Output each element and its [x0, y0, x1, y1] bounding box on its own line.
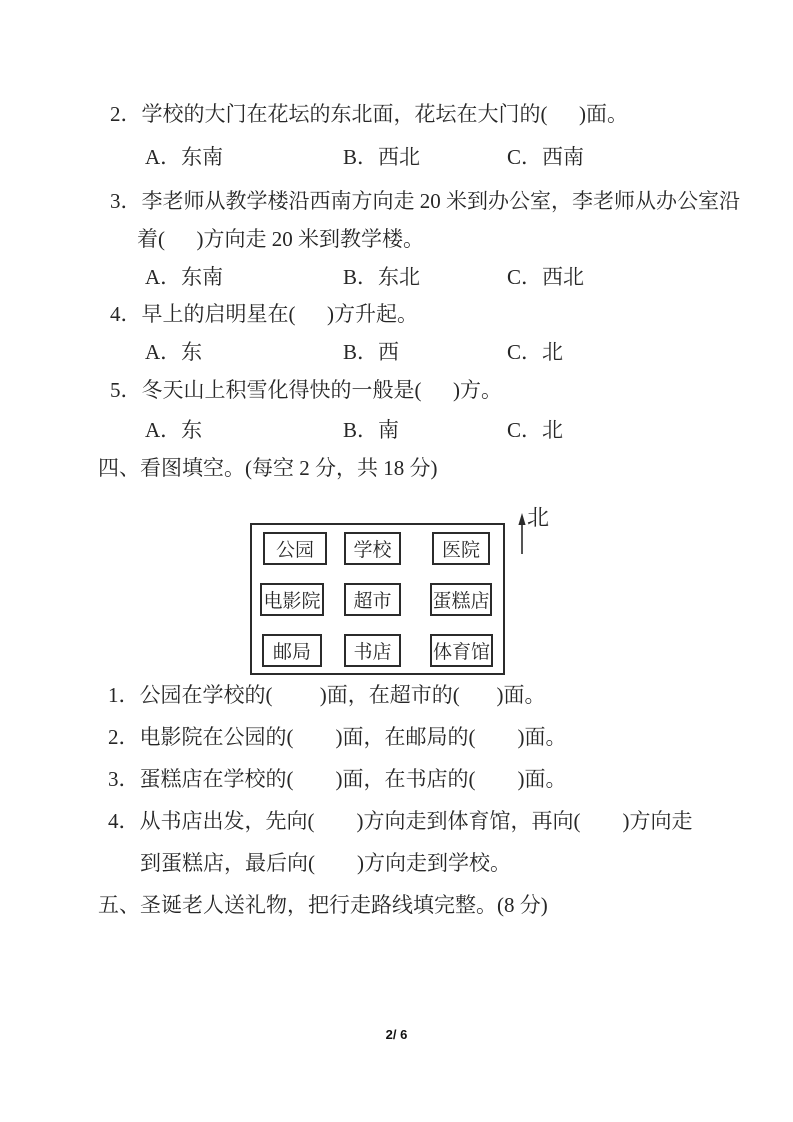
map-cell-park: 公园 [263, 532, 327, 565]
mc-q5-option-b: B．南 [343, 418, 400, 442]
mc-q4-option-a: A．东 [145, 340, 203, 364]
location-map-diagram [250, 523, 505, 675]
mc-question-3-stem-line1: 3．李老师从教学楼沿西南方向走 20 米到办公室，李老师从办公室沿 [110, 189, 740, 213]
fill-question-4-line2: 到蛋糕店，最后向( )方向走到学校。 [140, 851, 511, 875]
mc-question-3-options [0, 264, 793, 290]
mc-question-2-options [0, 144, 793, 170]
mc-q5-option-c: C．北 [507, 418, 564, 442]
fill-question-3: 3．蛋糕店在学校的( )面，在书店的( )面。 [108, 767, 567, 791]
mc-q5-option-a: A．东 [145, 418, 203, 442]
mc-q4-option-c: C．北 [507, 340, 564, 364]
mc-question-5-stem: 5．冬天山上积雪化得快的一般是( )方。 [110, 378, 502, 402]
map-cell-school: 学校 [344, 532, 401, 565]
mc-q2-option-a: A．东南 [145, 145, 224, 169]
mc-q3-option-c: C．西北 [507, 265, 585, 289]
mc-q3-option-a: A．东南 [145, 265, 224, 289]
map-cell-bookstore: 书店 [344, 634, 401, 667]
map-cell-hospital: 医院 [432, 532, 490, 565]
mc-question-4-options [0, 339, 793, 365]
map-cell-cake-shop: 蛋糕店 [430, 583, 492, 616]
map-cell-gym: 体育馆 [430, 634, 493, 667]
mc-question-4-stem: 4．早上的启明星在( )方升起。 [110, 302, 418, 326]
north-label: 北 [527, 505, 550, 530]
fill-question-2: 2．电影院在公园的( )面，在邮局的( )面。 [108, 725, 567, 749]
page-number: 2/ 6 [385, 1027, 408, 1042]
mc-question-2-stem: 2．学校的大门在花坛的东北面，花坛在大门的( )面。 [110, 102, 628, 126]
mc-question-5-options [0, 417, 793, 443]
fill-question-4-line1: 4．从书店出发，先向( )方向走到体育馆，再向( )方向走 [108, 809, 693, 833]
mc-q4-option-b: B．西 [343, 340, 400, 364]
fill-question-1: 1．公园在学校的( )面，在超市的( )面。 [108, 683, 546, 707]
mc-question-3-stem-line2: 着( )方向走 20 米到教学楼。 [137, 227, 424, 251]
map-cell-supermarket: 超市 [344, 583, 401, 616]
map-cell-post-office: 邮局 [262, 634, 322, 667]
map-cell-cinema: 电影院 [260, 583, 324, 616]
section-5-header: 五、圣诞老人送礼物，把行走路线填完整。(8 分) [98, 893, 548, 917]
section-4-header: 四、看图填空。(每空 2 分，共 18 分) [98, 456, 438, 480]
mc-q3-option-b: B．东北 [343, 265, 421, 289]
mc-q2-option-b: B．西北 [343, 145, 421, 169]
mc-q2-option-c: C．西南 [507, 145, 585, 169]
